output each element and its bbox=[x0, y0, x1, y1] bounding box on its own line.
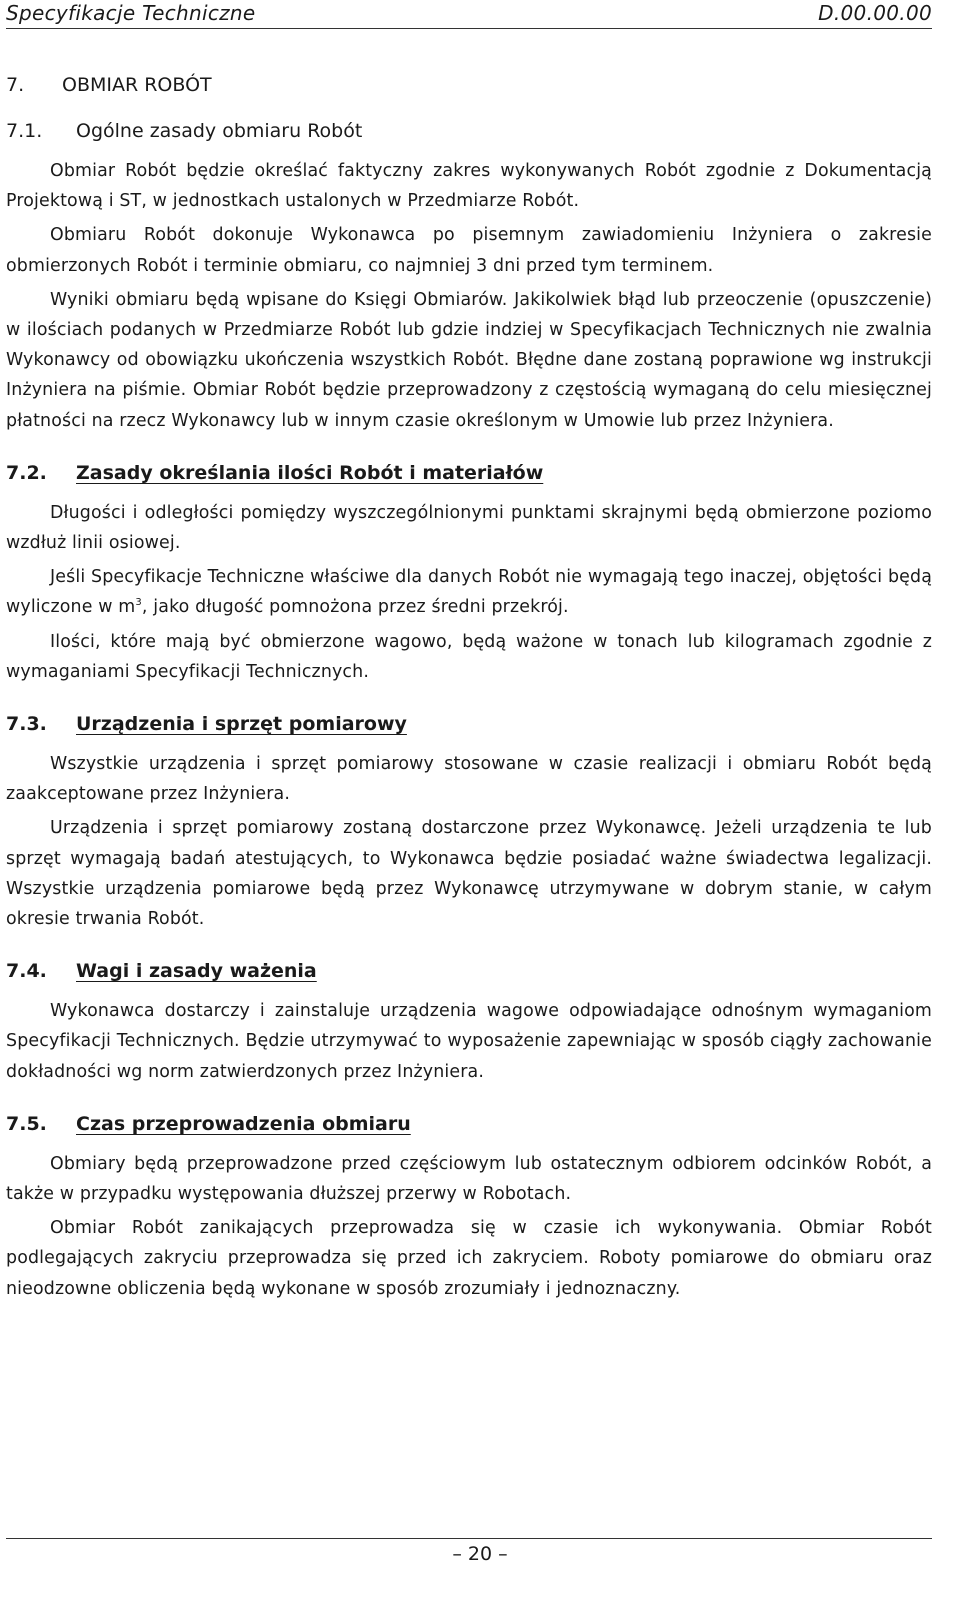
document-code: D.00.00.00 bbox=[818, 1, 932, 25]
footer-divider bbox=[6, 1538, 932, 1539]
paragraph-text: , jako długość pomnożona przez średni przekrój. bbox=[141, 597, 569, 618]
subsection-number: 7.3. bbox=[6, 713, 47, 736]
subsection-title: Czas przeprowadzenia obmiaru bbox=[76, 1112, 411, 1135]
page-number: – 20 – bbox=[452, 1543, 508, 1565]
paragraph: Obmiar Robót będzie określać faktyczny zakres wykonywanych Robót zgodnie z Dokumentacją Projektową i ST, w jednostkach ustalonych w Przedmiarze Robót. bbox=[6, 161, 932, 212]
paragraph: Urządzenia i sprzęt pomiarowy zostaną dostarczone przez Wykonawcę. Jeżeli urządzenia te lub sprzęt wymagają badań atestujących, to Wykonawca będzie posiadać ważne świadectwa legalizacji. Wszystkie urządzenia pomiarowe będą przez Wykonawcę utrzymywane w dobrym stanie, w całym okresie trwania Robót. bbox=[6, 818, 932, 930]
paragraph: Wykonawca dostarczy i zainstaluje urządzenia wagowe odpowiadające odnośnym wymaganiom Specyfikacji Technicznych. Będzie utrzymywać to wyposażenie zapewniając w sposób ciągły zachowanie dokładności wg norm zatwierdzonych przez Inżyniera. bbox=[6, 1001, 932, 1082]
subsection-title: Ogólne zasady obmiaru Robót bbox=[76, 120, 363, 142]
paragraph: Ilości, które mają być obmierzone wagowo, będą ważone w tonach lub kilogramach zgodnie z wymaganiami Specyfikacji Technicznych. bbox=[6, 631, 932, 682]
section-heading bbox=[6, 70, 932, 100]
subsection-heading bbox=[6, 709, 932, 739]
section-number: 7. bbox=[6, 74, 25, 96]
paragraph: Wszystkie urządzenia i sprzęt pomiarowy stosowane w czasie realizacji i obmiaru Robót będą zaakceptowane przez Inżyniera. bbox=[6, 754, 932, 805]
paragraph: Obmiary będą przeprowadzone przed częściowym lub ostatecznym odbiorem odcinków Robót, a także w przypadku występowania dłuższej przerwy w Robotach. bbox=[6, 1153, 932, 1205]
subsection-heading bbox=[6, 956, 932, 986]
subsection-number: 7.1. bbox=[6, 120, 43, 142]
paragraph: Wyniki obmiaru będą wpisane do Księgi Obmiarów. Jakikolwiek błąd lub przeoczenie (opuszczenie) w ilościach podanych w Przedmiarze Robót lub gdzie indziej w Specyfikacjach Technicznych nie zwalnia Wykonawcy od obowiązku ukończenia wszystkich Robót. Błędne dane zostaną poprawione wg instrukcji Inżyniera na piśmie. Obmiar Robót będzie przeprowadzony z częstością wymaganą do celu miesięcznej płatności na rzecz Wykonawcy lub w innym czasie określonym w Umowie lub przez Inżyniera. bbox=[6, 289, 932, 431]
paragraph: Długości i odległości pomiędzy wyszczególnionymi punktami skrajnymi będą obmierzone poziomo wzdłuż linii osiowej. bbox=[6, 502, 932, 554]
paragraph: Obmiar Robót zanikających przeprowadza się w czasie ich wykonywania. Obmiar Robót podlegających zakryciu przeprowadza się przed ich zakryciem. Roboty pomiarowe do obmiaru oraz nieodzowne obliczenia będą wykonane w sposób zrozumiały i jednoznaczny. bbox=[6, 1218, 932, 1299]
subsection-number: 7.4. bbox=[6, 960, 47, 983]
subsection-title: Wagi i zasady ważenia bbox=[76, 960, 317, 983]
subsection-heading bbox=[6, 116, 932, 146]
subsection-number: 7.2. bbox=[6, 461, 47, 484]
subsection-heading bbox=[6, 1109, 932, 1139]
superscript: 3 bbox=[135, 597, 142, 609]
document-body bbox=[6, 70, 932, 1304]
section-title: OBMIAR ROBÓT bbox=[62, 74, 212, 96]
page-header bbox=[6, 0, 932, 29]
document-title: Specyfikacje Techniczne bbox=[6, 1, 256, 25]
subsection-title: Urządzenia i sprzęt pomiarowy bbox=[76, 713, 407, 736]
paragraph: Obmiaru Robót dokonuje Wykonawca po pisemnym zawiadomieniu Inżyniera o zakresie obmierzonych Robót i terminie obmiaru, co najmniej 3 dni przed tym terminem. bbox=[6, 225, 932, 276]
paragraph-text: Jeśli Specyfikacje Techniczne właściwe dla danych Robót nie wymagają tego inaczej, objętości będą wyliczone w m bbox=[6, 567, 932, 618]
subsection-heading bbox=[6, 458, 932, 488]
subsection-number: 7.5. bbox=[6, 1112, 47, 1135]
subsection-title: Zasady określania ilości Robót i materiałów bbox=[76, 461, 544, 484]
paragraph bbox=[6, 562, 932, 622]
